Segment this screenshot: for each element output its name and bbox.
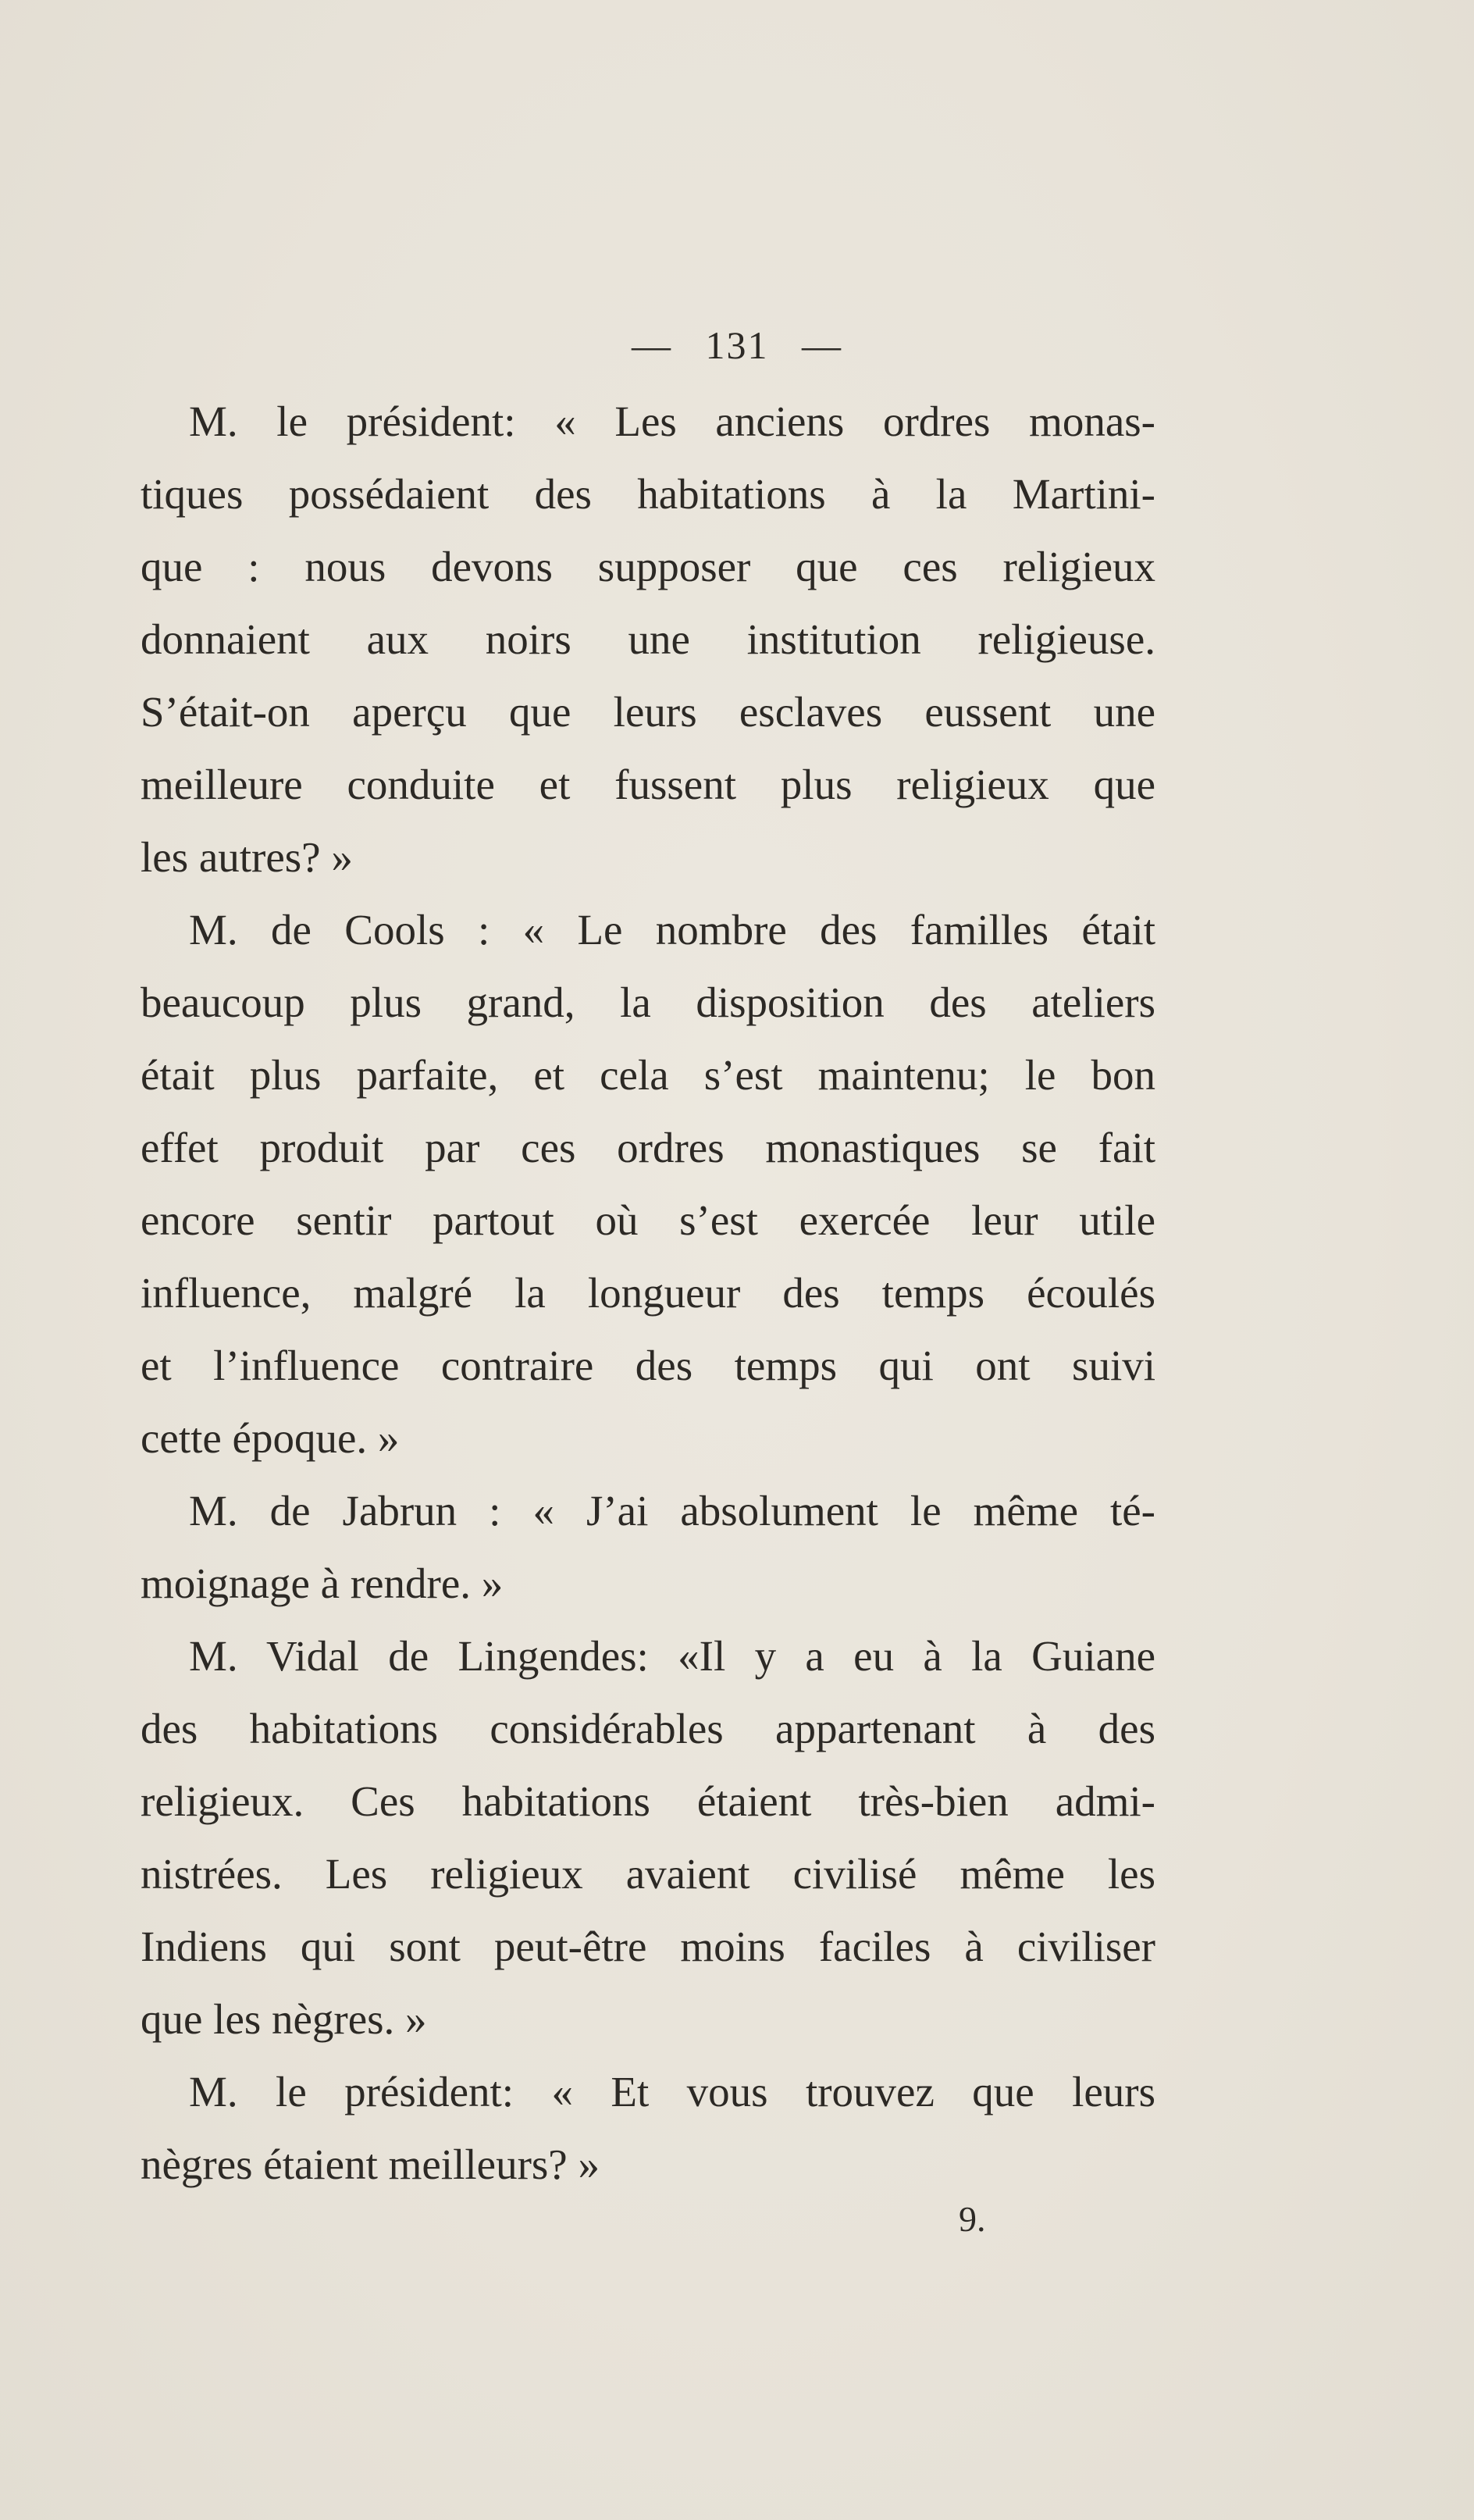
text-line: M. de Cools : « Le nombre des familles était — [189, 906, 1155, 953]
text-line: nistrées. Les religieux avaient civilisé même les — [141, 1850, 1155, 1898]
header-dash-right: — — [802, 323, 842, 367]
text-line: des habitations considérables appartenant à des — [141, 1705, 1155, 1752]
text-line: M. de Jabrun : « J’ai absolument le même té- — [189, 1487, 1155, 1534]
text-line: S’était-on aperçu que leurs esclaves eussent une — [141, 688, 1155, 736]
text-line: les autres? » — [141, 833, 353, 881]
text-line: Indiens qui sont peut-être moins faciles à civiliser — [141, 1923, 1155, 1970]
text-line: donnaient aux noirs une institution religieuse. — [141, 615, 1155, 663]
text-line: nègres étaient meilleurs? » — [141, 2140, 600, 2188]
text-line: tiques possédaient des habitations à la Martini- — [141, 470, 1155, 518]
text-line: que les nègres. » — [141, 1995, 427, 2043]
text-line: cette époque. » — [141, 1414, 400, 1462]
text-line: était plus parfaite, et cela s’est maintenu; le bon — [141, 1051, 1155, 1099]
text-line: beaucoup plus grand, la disposition des ateliers — [141, 978, 1155, 1026]
header-dash-left: — — [632, 323, 672, 367]
text-line: effet produit par ces ordres monastiques se fait — [141, 1124, 1155, 1171]
text-line: influence, malgré la longueur des temps écoulés — [141, 1269, 1155, 1317]
text-line: que : nous devons supposer que ces religieux — [141, 543, 1155, 590]
text-line: M. le président: « Les anciens ordres monas- — [189, 397, 1155, 445]
text-line: meilleure conduite et fussent plus religieux que — [141, 761, 1155, 808]
text-line: encore sentir partout où s’est exercée leur utile — [141, 1196, 1155, 1244]
text-line: et l’influence contraire des temps qui ont suivi — [141, 1342, 1155, 1389]
text-line: M. le président: « Et vous trouvez que leurs — [189, 2068, 1155, 2115]
text-line: religieux. Ces habitations étaient très-bien admi- — [141, 1777, 1155, 1825]
text-line: M. Vidal de Lingendes: «Il y a eu à la Guiane — [189, 1632, 1155, 1680]
signature-mark: 9. — [959, 2199, 986, 2239]
running-header — [0, 322, 1474, 369]
page-number: 131 — [705, 323, 769, 367]
text-line: moignage à rendre. » — [141, 1559, 504, 1607]
